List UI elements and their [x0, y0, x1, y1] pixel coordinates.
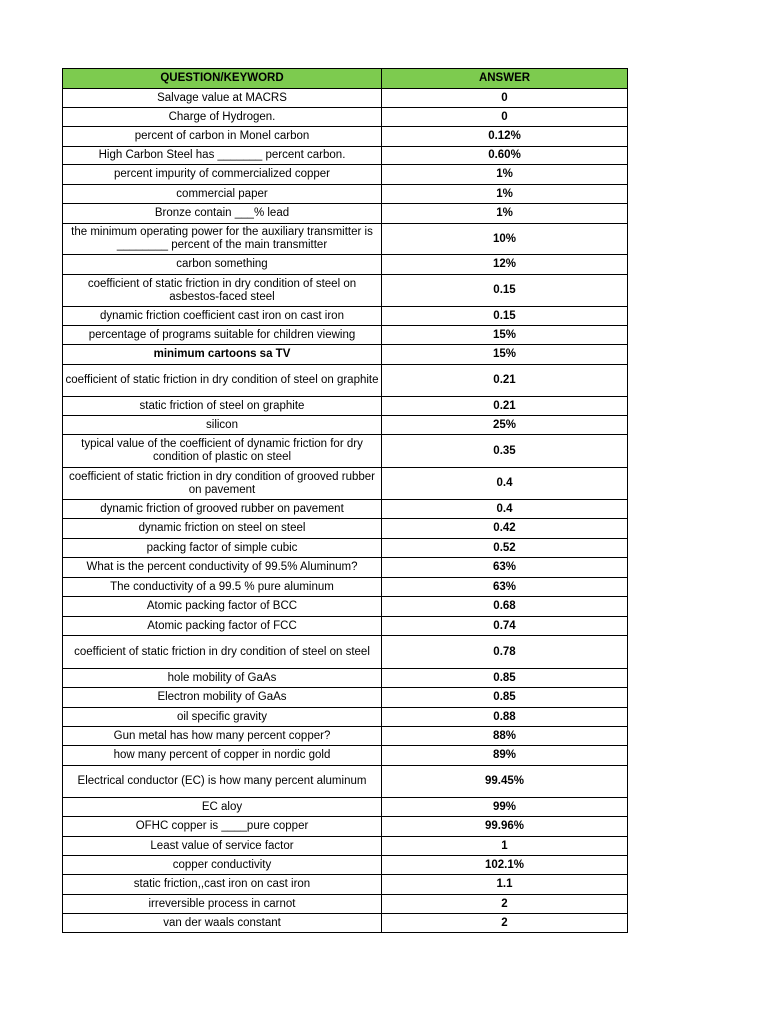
- answer-cell: 0.4: [382, 468, 628, 500]
- table-row: [63, 539, 628, 558]
- question-cell: Atomic packing factor of FCC: [63, 617, 382, 636]
- table-row: [63, 817, 628, 837]
- answer-cell: 99.45%: [382, 766, 628, 798]
- answer-cell: 10%: [382, 224, 628, 255]
- header-row: [63, 69, 628, 89]
- question-cell: Bronze contain ___% lead: [63, 204, 382, 224]
- answer-cell: 2: [382, 914, 628, 933]
- table-row: [63, 435, 628, 468]
- table-row: [63, 307, 628, 326]
- question-cell: minimum cartoons sa TV: [63, 345, 382, 365]
- answer-cell: 63%: [382, 558, 628, 578]
- answer-cell: 0.88: [382, 708, 628, 727]
- answer-cell: 88%: [382, 727, 628, 746]
- table-row: [63, 688, 628, 708]
- answer-cell: 0.21: [382, 397, 628, 416]
- question-cell: copper conductivity: [63, 856, 382, 875]
- answer-cell: 0: [382, 108, 628, 127]
- answer-cell: 89%: [382, 746, 628, 766]
- answer-cell: 0.15: [382, 307, 628, 326]
- table-row: [63, 185, 628, 204]
- question-cell: van der waals constant: [63, 914, 382, 933]
- answer-cell: 0.74: [382, 617, 628, 636]
- table-row: [63, 636, 628, 669]
- answer-cell: 1%: [382, 185, 628, 204]
- question-cell: coefficient of static friction in dry condition of steel on asbestos-faced steel: [63, 275, 382, 307]
- answer-cell: 63%: [382, 578, 628, 597]
- table-row: [63, 766, 628, 798]
- question-cell: The conductivity of a 99.5 % pure aluminum: [63, 578, 382, 597]
- table-row: [63, 519, 628, 539]
- table-row: [63, 165, 628, 185]
- question-cell: Atomic packing factor of BCC: [63, 597, 382, 617]
- question-cell: oil specific gravity: [63, 708, 382, 727]
- table-row: [63, 275, 628, 307]
- answer-cell: 12%: [382, 255, 628, 275]
- question-cell: dynamic friction on steel on steel: [63, 519, 382, 539]
- table-row: [63, 597, 628, 617]
- question-cell: percentage of programs suitable for children viewing: [63, 326, 382, 345]
- table-row: [63, 914, 628, 933]
- table-row: [63, 108, 628, 127]
- answer-cell: 15%: [382, 345, 628, 365]
- answer-cell: 99.96%: [382, 817, 628, 837]
- question-cell: percent of carbon in Monel carbon: [63, 127, 382, 147]
- answer-cell: 0.60%: [382, 147, 628, 165]
- answer-cell: 0.85: [382, 688, 628, 708]
- answer-cell: 0.35: [382, 435, 628, 468]
- question-cell: silicon: [63, 416, 382, 435]
- table-row: [63, 669, 628, 688]
- answer-cell: 2: [382, 895, 628, 914]
- question-cell: static friction,,cast iron on cast iron: [63, 875, 382, 895]
- answer-cell: 0.42: [382, 519, 628, 539]
- question-cell: typical value of the coefficient of dynamic friction for dry condition of plastic on steel: [63, 435, 382, 468]
- table-row: [63, 798, 628, 817]
- answer-cell: 25%: [382, 416, 628, 435]
- question-cell: coefficient of static friction in dry condition of steel on steel: [63, 636, 382, 669]
- answer-cell: 0.52: [382, 539, 628, 558]
- header-question: QUESTION/KEYWORD: [63, 69, 382, 89]
- question-cell: dynamic friction of grooved rubber on pavement: [63, 500, 382, 519]
- table-row: [63, 345, 628, 365]
- table-row: [63, 746, 628, 766]
- table-row: [63, 558, 628, 578]
- table-row: [63, 708, 628, 727]
- qa-table: [62, 68, 628, 933]
- answer-cell: 1%: [382, 204, 628, 224]
- answer-cell: 15%: [382, 326, 628, 345]
- question-cell: What is the percent conductivity of 99.5% Aluminum?: [63, 558, 382, 578]
- table-row: [63, 837, 628, 856]
- answer-cell: 0.68: [382, 597, 628, 617]
- table-row: [63, 255, 628, 275]
- table-row: [63, 468, 628, 500]
- question-cell: how many percent of copper in nordic gold: [63, 746, 382, 766]
- table-row: [63, 895, 628, 914]
- table-row: [63, 416, 628, 435]
- table-row: [63, 727, 628, 746]
- question-cell: packing factor of simple cubic: [63, 539, 382, 558]
- table-row: [63, 875, 628, 895]
- question-cell: Least value of service factor: [63, 837, 382, 856]
- answer-cell: 1: [382, 837, 628, 856]
- answer-cell: 1%: [382, 165, 628, 185]
- question-cell: dynamic friction coefficient cast iron on cast iron: [63, 307, 382, 326]
- question-cell: irreversible process in carnot: [63, 895, 382, 914]
- table-row: [63, 856, 628, 875]
- question-cell: Salvage value at MACRS: [63, 89, 382, 108]
- question-cell: Charge of Hydrogen.: [63, 108, 382, 127]
- table-row: [63, 89, 628, 108]
- question-cell: EC aloy: [63, 798, 382, 817]
- question-cell: coefficient of static friction in dry condition of steel on graphite: [63, 365, 382, 397]
- question-cell: coefficient of static friction in dry condition of grooved rubber on pavement: [63, 468, 382, 500]
- answer-cell: 0.21: [382, 365, 628, 397]
- table-row: [63, 147, 628, 165]
- answer-cell: 1.1: [382, 875, 628, 895]
- table-row: [63, 127, 628, 147]
- table-row: [63, 500, 628, 519]
- answer-cell: 0.85: [382, 669, 628, 688]
- question-cell: Gun metal has how many percent copper?: [63, 727, 382, 746]
- header-answer: ANSWER: [382, 69, 628, 89]
- answer-cell: 0: [382, 89, 628, 108]
- question-cell: Electrical conductor (EC) is how many percent aluminum: [63, 766, 382, 798]
- table-row: [63, 326, 628, 345]
- answer-cell: 0.15: [382, 275, 628, 307]
- question-cell: carbon something: [63, 255, 382, 275]
- answer-cell: 102.1%: [382, 856, 628, 875]
- question-cell: hole mobility of GaAs: [63, 669, 382, 688]
- question-cell: commercial paper: [63, 185, 382, 204]
- table-row: [63, 224, 628, 255]
- question-cell: High Carbon Steel has _______ percent carbon.: [63, 147, 382, 165]
- answer-cell: 0.78: [382, 636, 628, 669]
- answer-cell: 0.4: [382, 500, 628, 519]
- question-cell: Electron mobility of GaAs: [63, 688, 382, 708]
- answer-cell: 0.12%: [382, 127, 628, 147]
- question-cell: OFHC copper is ____pure copper: [63, 817, 382, 837]
- question-cell: the minimum operating power for the auxiliary transmitter is ________ percent of the main transmitter: [63, 224, 382, 255]
- answer-cell: 99%: [382, 798, 628, 817]
- table-row: [63, 397, 628, 416]
- table-row: [63, 578, 628, 597]
- question-cell: percent impurity of commercialized copper: [63, 165, 382, 185]
- table-row: [63, 617, 628, 636]
- question-cell: static friction of steel on graphite: [63, 397, 382, 416]
- table-row: [63, 204, 628, 224]
- table-row: [63, 365, 628, 397]
